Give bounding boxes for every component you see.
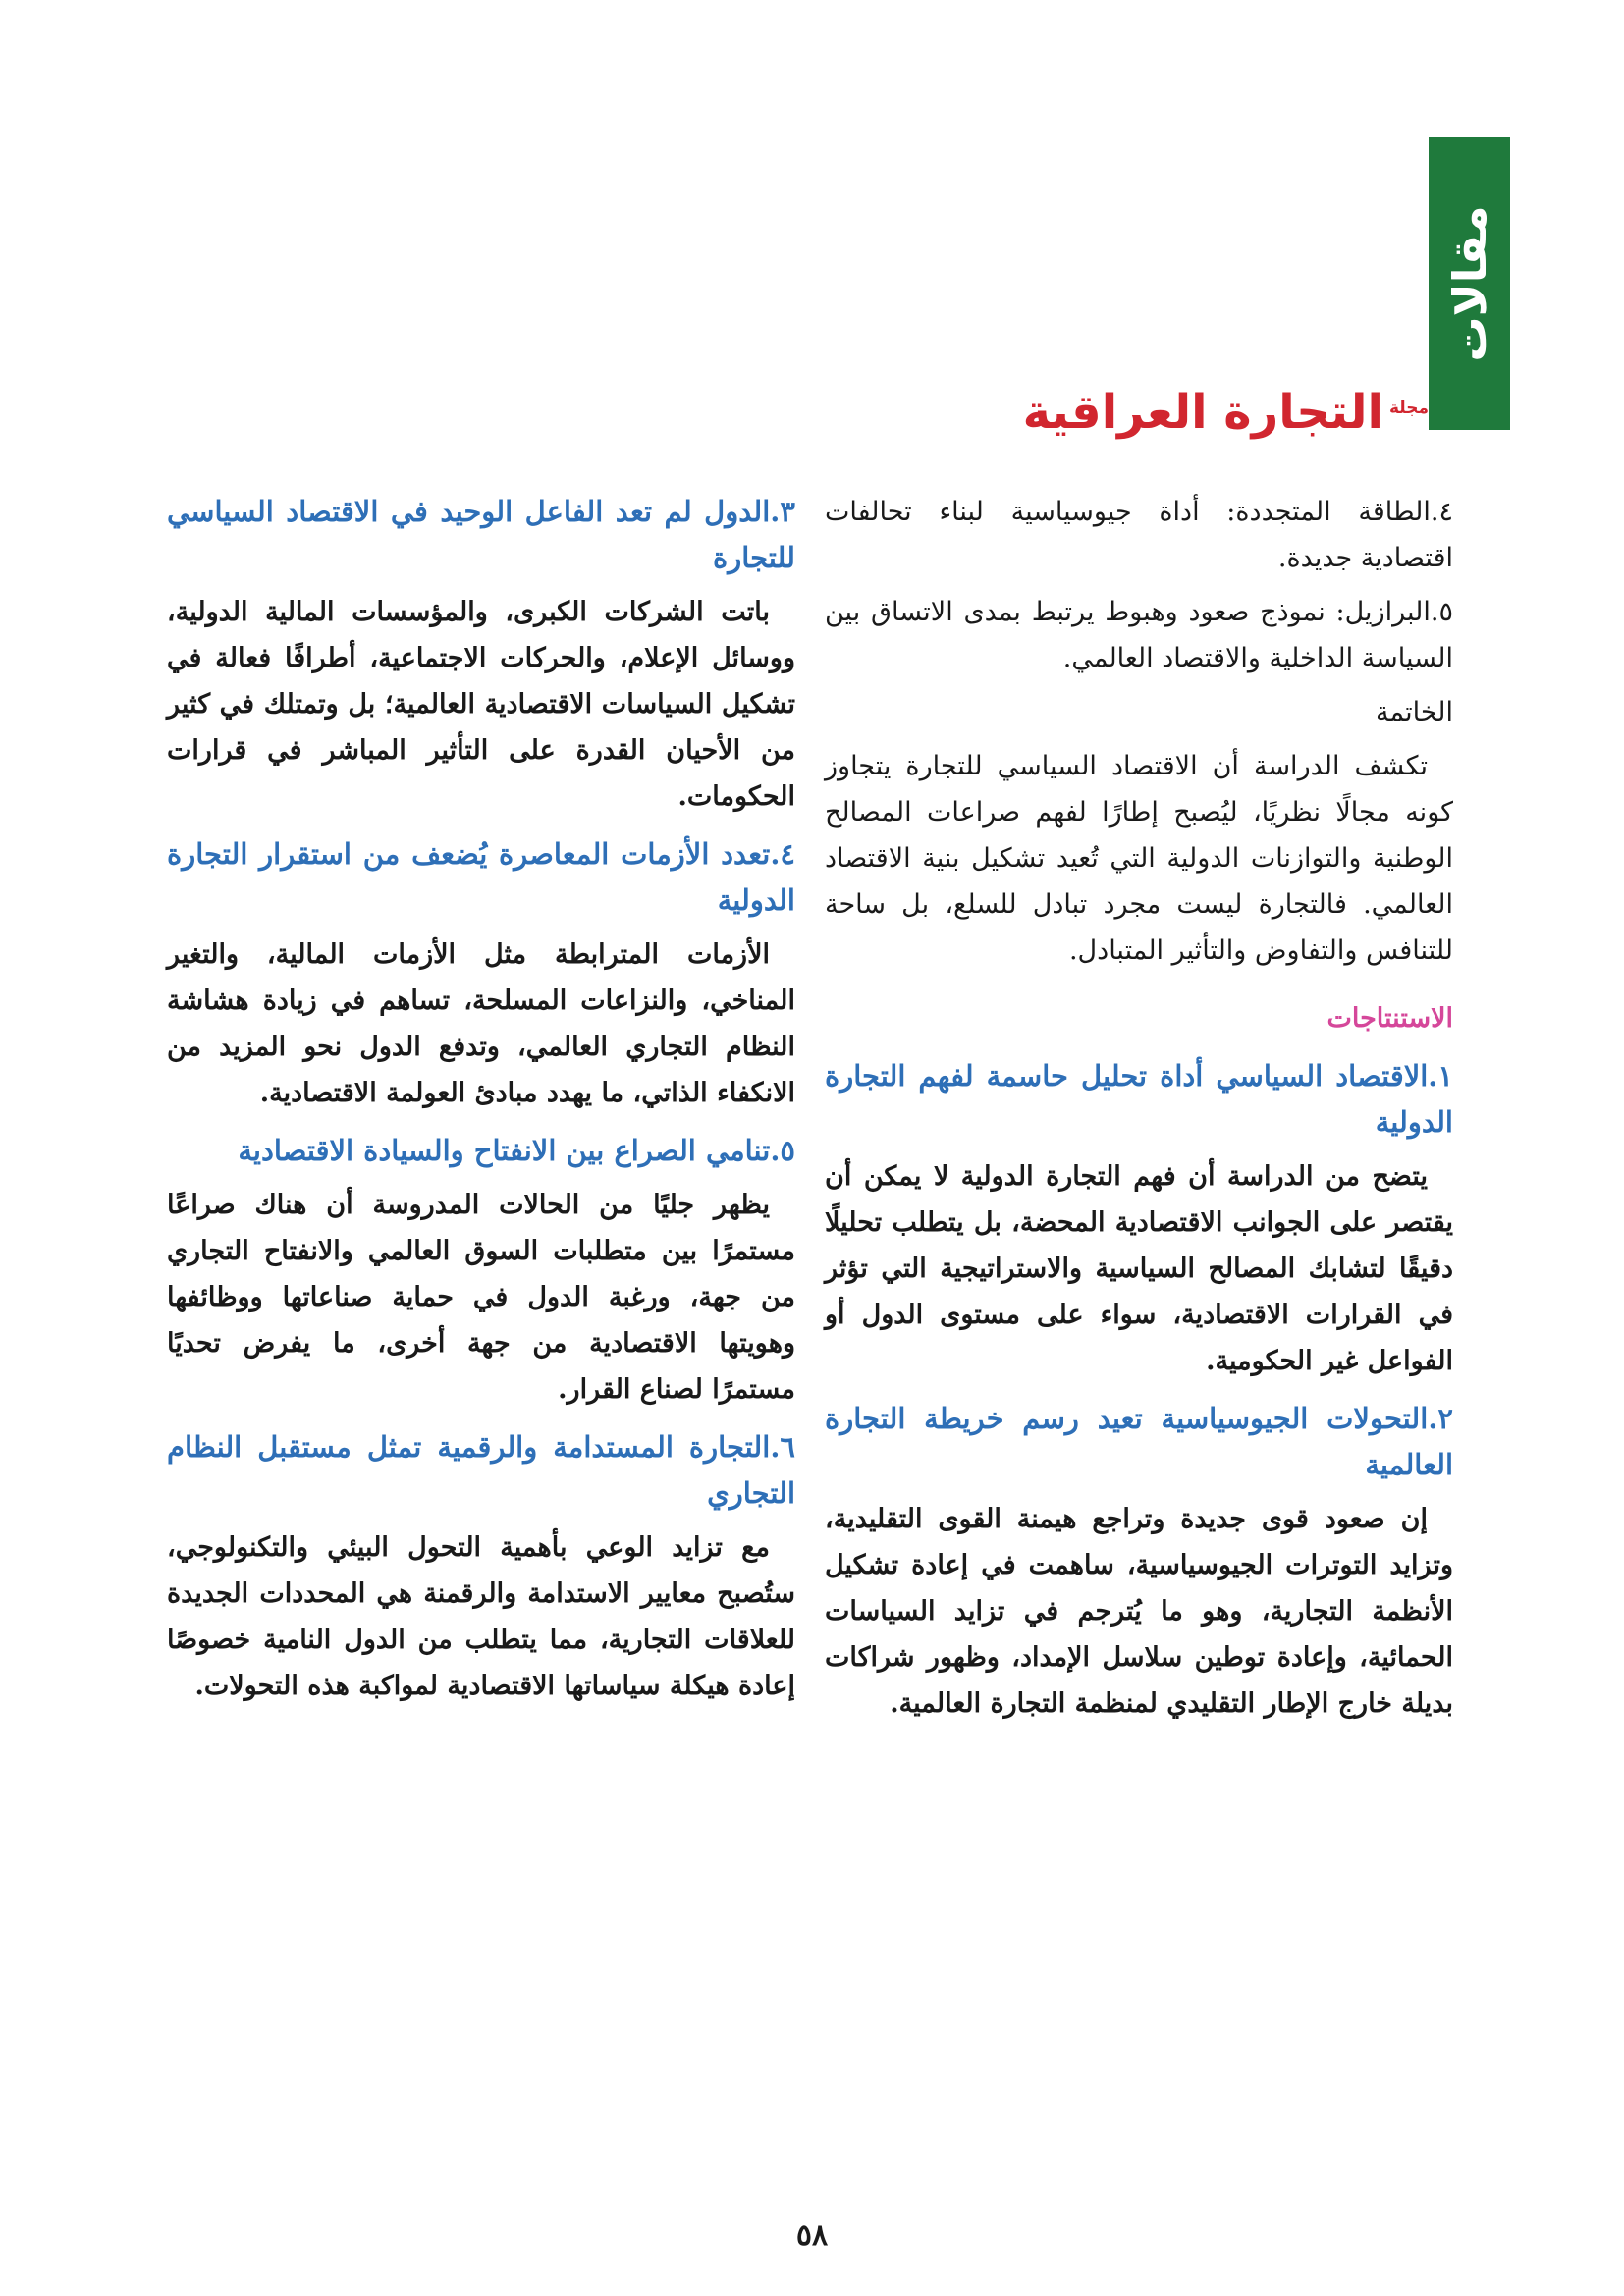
result-heading-1: ١.الاقتصاد السياسي أداة تحليل حاسمة لفهم التجارة الدولية — [825, 1059, 1453, 1139]
result-paragraph-4: الأزمات المترابطة مثل الأزمات المالية، والتغير المناخي، والنزاعات المسلحة، تساهم في زيادة هشاشة النظام التجاري العالمي، وتدفع الدول نحو المزيد من الانكفاء الذاتي، ما يهدد مبادئ العولمة الاقتصادية. — [167, 939, 795, 1108]
result-paragraph-3: باتت الشركات الكبرى، والمؤسسات المالية الدولية، ووسائل الإعلام، والحركات الاجتماعية، أطرافًا فعالة في تشكيل السياسات الاقتصادية العالمية؛ بل وتمتلك في كثير من الأحيان القدرة على التأثير المباشر في قرارات الحكومات. — [167, 597, 795, 812]
masthead-title: التجارة العراقية — [1022, 385, 1383, 440]
page-number: ٥٨ — [795, 2218, 829, 2253]
journal-masthead — [1022, 365, 1429, 440]
result-heading-6: ٦.التجارة المستدامة والرقمية تمثل مستقبل النظام التجاري — [167, 1430, 795, 1510]
masthead-small-label: مجلة — [1388, 399, 1429, 418]
result-heading-5: ٥.تنامي الصراع بين الانفتاح والسيادة الاقتصادية — [238, 1134, 795, 1167]
list-item-5: ٥.البرازيل: نموذج صعود وهبوط يرتبط بمدى الاتساق بين السياسة الداخلية والاقتصاد العالمي. — [825, 597, 1453, 673]
conclusion-label: الخاتمة — [1376, 697, 1453, 727]
left-column — [167, 489, 795, 1717]
right-column — [825, 489, 1453, 1735]
results-heading: الاستنتاجات — [1326, 1003, 1453, 1034]
section-tab-label: مقالات — [1443, 205, 1496, 362]
conclusion-paragraph: تكشف الدراسة أن الاقتصاد السياسي للتجارة يتجاوز كونه مجالًا نظريًا، ليُصبح إطارًا لفهم صراعات المصالح الوطنية والتوازنات الدولية التي تُعيد تشكيل بنية الاقتصاد العالمي. فالتجارة ليست مجرد تبادل للسلع، بل ساحة للتنافس والتفاوض والتأثير المتبادل. — [825, 751, 1453, 966]
result-heading-3: ٣.الدول لم تعد الفاعل الوحيد في الاقتصاد السياسي للتجارة — [167, 495, 795, 574]
result-paragraph-6: مع تزايد الوعي بأهمية التحول البيئي والتكنولوجي، ستُصبح معايير الاستدامة والرقمنة هي المحددات الجديدة للعلاقات التجارية، مما يتطلب من الدول النامية خصوصًا إعادة هيكلة سياساتها الاقتصادية لمواكبة هذه التحولات. — [167, 1532, 795, 1701]
list-item-4: ٤.الطاقة المتجددة: أداة جيوسياسية لبناء تحالفات اقتصادية جديدة. — [825, 497, 1453, 573]
result-paragraph-1: يتضح من الدراسة أن فهم التجارة الدولية لا يمكن أن يقتصر على الجوانب الاقتصادية المحضة، بل يتطلب تحليلًا دقيقًا لتشابك المصالح السياسية والاستراتيجية التي تؤثر في القرارات الاقتصادية، سواء على مستوى الدول أو الفواعل غير الحكومية. — [825, 1161, 1453, 1376]
result-paragraph-2: إن صعود قوى جديدة وتراجع هيمنة القوى التقليدية، وتزايد التوترات الجيوسياسية، ساهمت في إعادة تشكيل الأنظمة التجارية، وهو ما يُترجم في تزايد السياسات الحمائية، وإعادة توطين سلاسل الإمداد، وظهور شراكات بديلة خارج الإطار التقليدي لمنظمة التجارة العالمية. — [825, 1504, 1453, 1719]
result-paragraph-5: يظهر جليًا من الحالات المدروسة أن هناك صراعًا مستمرًا بين متطلبات السوق العالمي والانفتاح التجاري من جهة، ورغبة الدول في حماية صناعاتها ووظائفها وهويتها الاقتصادية من جهة أخرى، ما يفرض تحديًا مستمرًا لصناع القرار. — [167, 1190, 795, 1405]
result-heading-4: ٤.تعدد الأزمات المعاصرة يُضعف من استقرار التجارة الدولية — [167, 837, 795, 917]
section-tab — [1429, 137, 1510, 430]
result-heading-2: ٢.التحولات الجيوسياسية تعيد رسم خريطة التجارة العالمية — [825, 1402, 1453, 1481]
